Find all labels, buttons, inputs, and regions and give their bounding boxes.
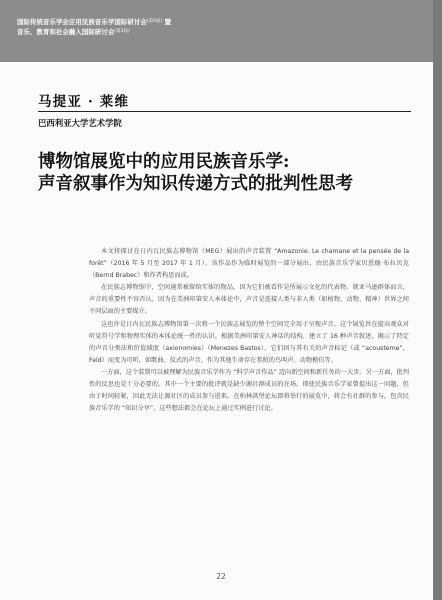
author-name: 马提亚 · 莱维: [38, 94, 130, 110]
conference-title-join: 暨: [162, 18, 172, 26]
edition-superscript-1: (第6届): [146, 19, 163, 24]
conference-title-text-2: 音乐、教育和社会融入国际研讨会: [17, 28, 115, 36]
paragraph: 在民族志博物馆中，空间通常被留给实体的物品，因为它们被看作是所展示文化的代表物。就亚马逊群体而言，声音的重要性不容否认，因为在美洲印第安人本体论中，声音是连接人类与非人类（如植物、动物、精神）世界之间不同层面的主要媒介。: [89, 284, 409, 316]
paragraph: 本文将探讨在日内瓦民族志博物馆（MEG）展出的声音装置 “Amazonie. Le chamane et la pensée de la forêt”（2016 年 5 月至 2017 年 1 月）。该作品作为临时展览的一部分展出，由民族音乐学家贝恩德·布拉贝克（Bernd Brabec）和作者构思而成。: [89, 248, 409, 280]
paragraph: 一方面，这个装置可以被理解为民族音乐学作为 “科学声音作品” 迈向新空间和新任务的一大步。另一方面，批判性的反思也是十分必要的。其中一个主要的批评就是缺少源社群成员的在场。即使民族音乐学家曾提出这一问题，但由于时间较紧，因此无法让源社区的成员参与进来。在柏林洪堡论坛即将举行的展览中，将会有社群的参与，包含民族音乐学的 “知识分享”。这些想法都会在论坛上通过实例进行讨论。: [89, 368, 409, 413]
conference-title-line-2: [17, 27, 130, 37]
article-title: [38, 151, 418, 195]
paragraph: 这也许是日内瓦民族志博物馆第一次将一个民族志展览的整个空间完全用于呈现声音。这个展览旨在提高观众对听觉符号学和物理实体的本体论统一性的认识。根据美洲印第安人神话的结构，建立了 16 种声音叙述，揭示了特定的声音分类法和价值域度（axionomies）（Menezes Bastos）。它们因与其有关的声音标记（或 “acousteme”，Feld）而变为可听，如歌曲、仪式的声音、作为其他生命存在参照的鸟叫声、动物模仿等。: [89, 320, 409, 364]
page-number: 22: [216, 572, 226, 581]
abstract-body: [89, 246, 409, 415]
edition-superscript-2: (第3届): [114, 29, 130, 34]
author-affiliation: 巴西利亚大学艺术学院: [38, 118, 122, 128]
title-line: 声音叙事作为知识传递方式的批判性思考: [38, 174, 353, 194]
conference-title-line-1: [17, 17, 171, 27]
conference-title-text-1: 国际传统音乐学会应用民族音乐学国际研讨会: [17, 18, 147, 26]
title-line: 博物馆展览中的应用民族音乐学:: [38, 152, 290, 172]
conference-header-band: [0, 0, 442, 62]
side-strip: [433, 0, 442, 600]
author-divider: [38, 111, 411, 112]
